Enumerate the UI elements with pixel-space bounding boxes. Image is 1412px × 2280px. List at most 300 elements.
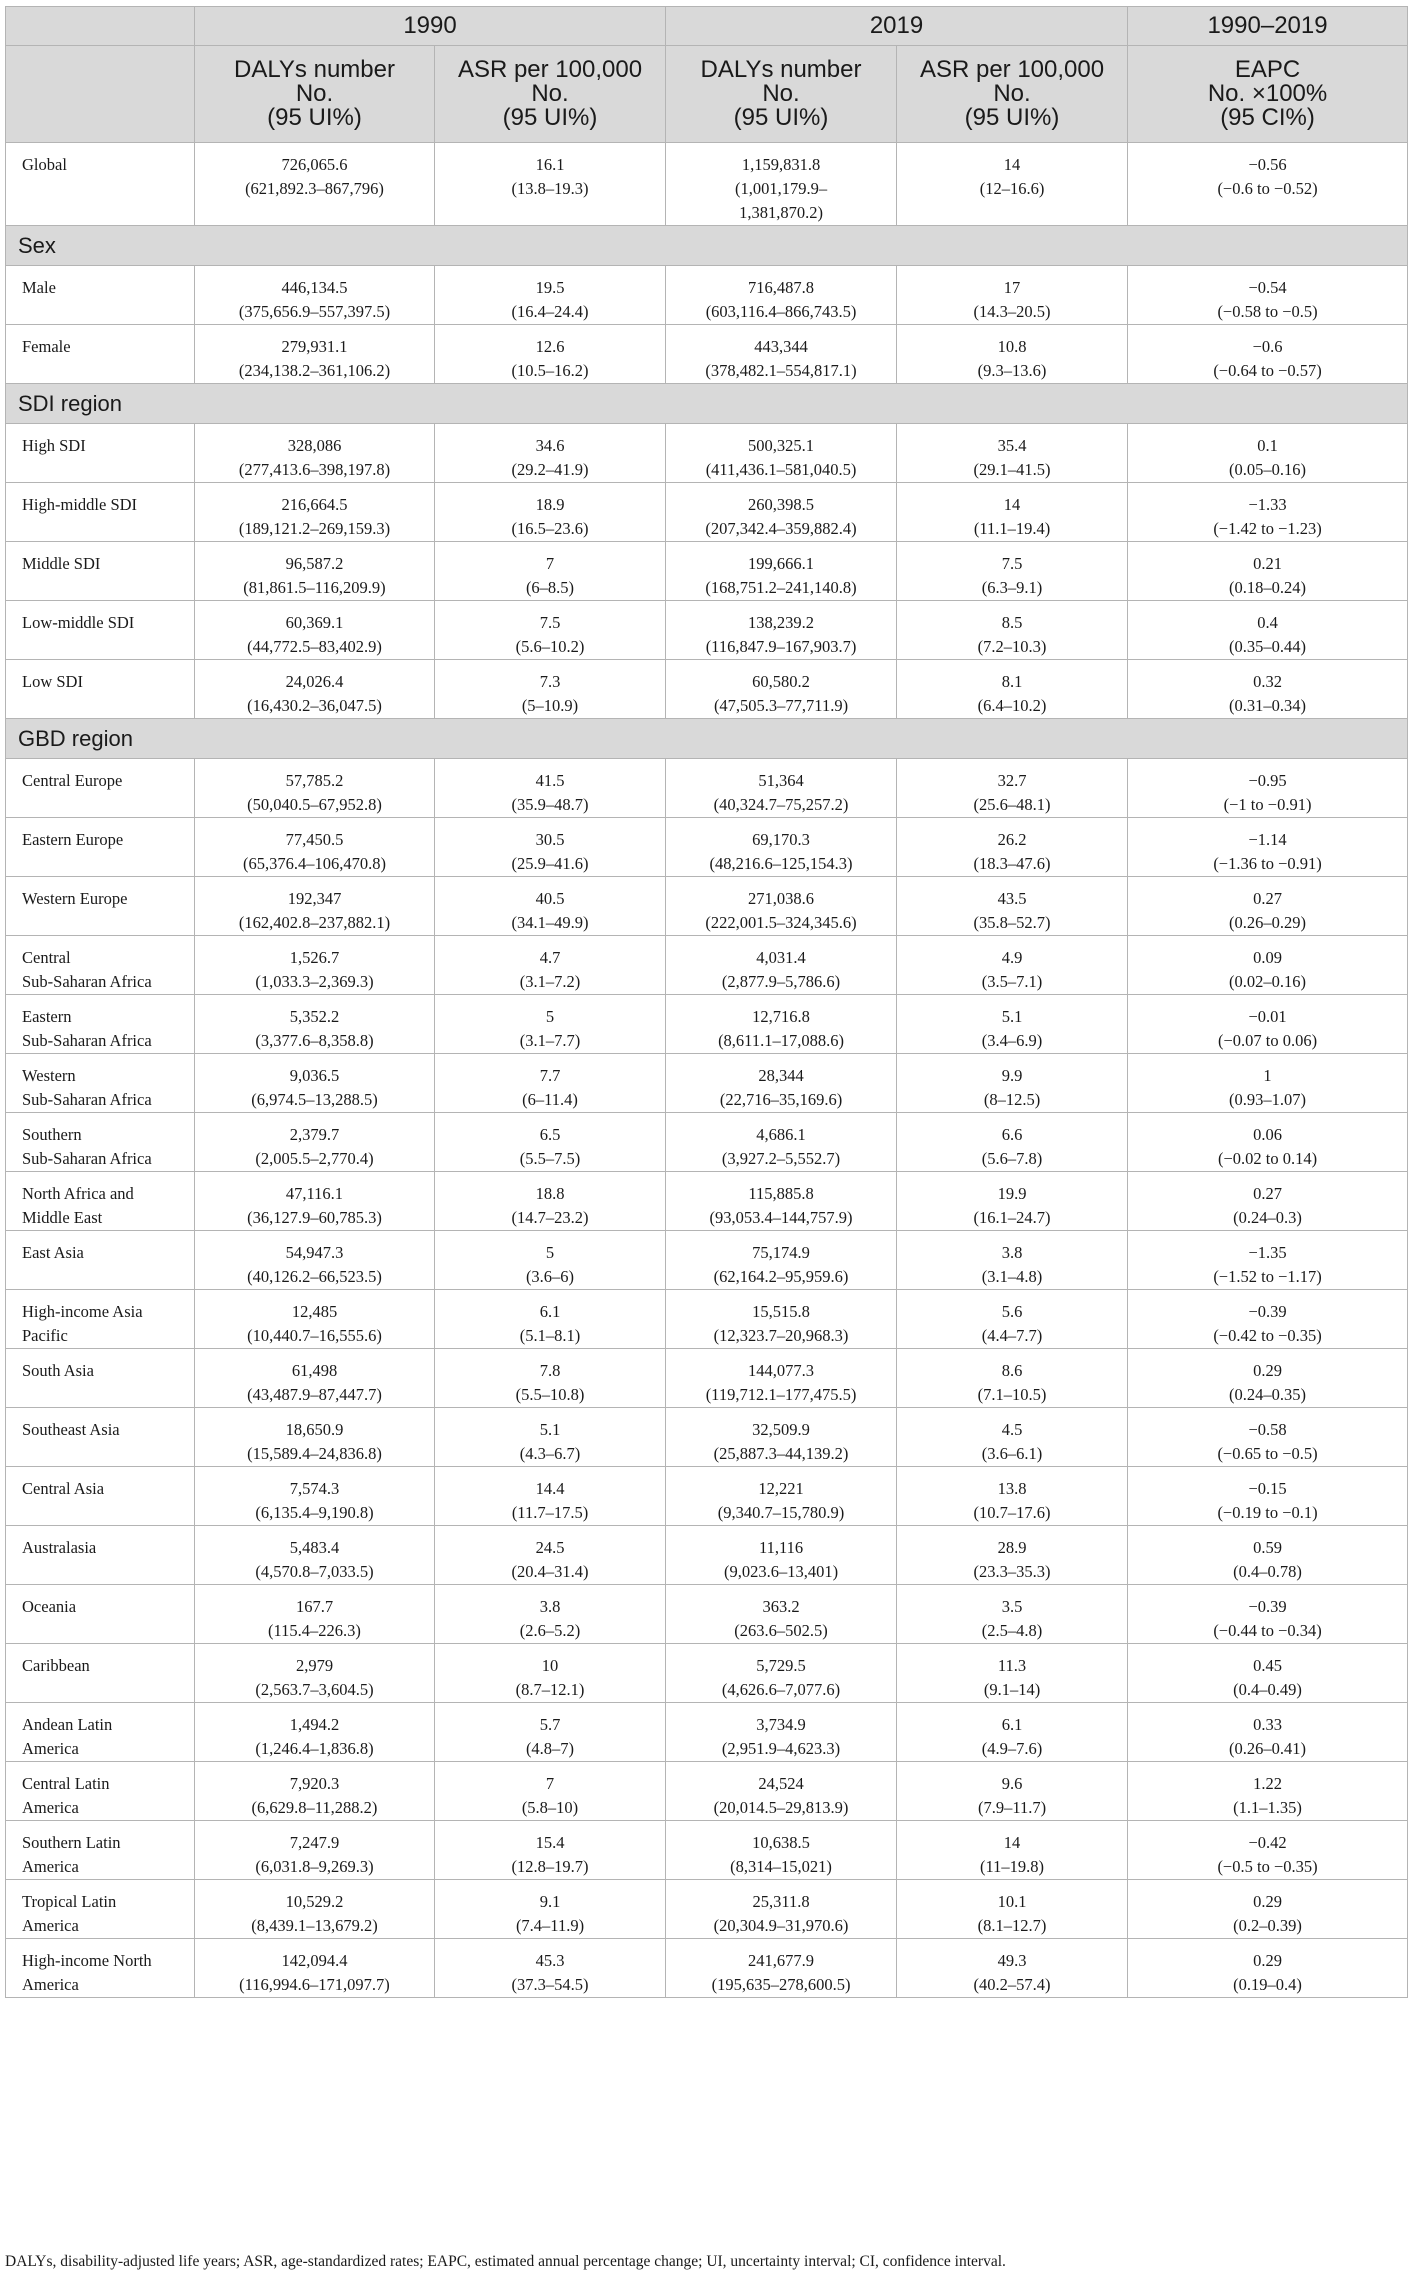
table-cell (897, 1172, 1128, 1231)
row-label (6, 1703, 195, 1762)
cell-value: −0.54 (1248, 278, 1287, 297)
table-cell (435, 1821, 666, 1880)
row-label-line: Eastern Europe (22, 830, 124, 849)
row-label (6, 1880, 195, 1939)
table-row (6, 877, 1408, 936)
table-cell (666, 1172, 897, 1231)
table-cell (195, 1467, 435, 1526)
table-cell (435, 1054, 666, 1113)
cell-interval: (3.1–7.2) (519, 972, 581, 991)
row-label (6, 483, 195, 542)
cell-value: 14.4 (535, 1479, 565, 1498)
period-2019: 2019 (666, 7, 1128, 46)
cell-value: 7.7 (539, 1066, 561, 1085)
row-label-line: Andean Latin (22, 1715, 113, 1734)
period-1990: 1990 (195, 7, 666, 46)
table-row (6, 1408, 1408, 1467)
cell-interval: (−1 to −0.91) (1223, 795, 1312, 814)
cell-value: 18.9 (535, 495, 565, 514)
cell-value: 12,716.8 (752, 1007, 810, 1026)
table-cell (435, 818, 666, 877)
cell-interval: (10,440.7–16,555.6) (247, 1326, 382, 1345)
table-row (6, 1172, 1408, 1231)
row-label (6, 1821, 195, 1880)
cell-value: 49.3 (997, 1951, 1027, 1970)
row-label-line: Southeast Asia (22, 1420, 120, 1439)
cell-interval: (2,005.5–2,770.4) (255, 1149, 374, 1168)
cell-value: 0.45 (1253, 1656, 1282, 1675)
row-label (6, 1939, 195, 1998)
row-label (6, 1526, 195, 1585)
table-cell (435, 1172, 666, 1231)
cell-value: −0.95 (1248, 771, 1287, 790)
table-cell (1128, 995, 1408, 1054)
cell-value: 10,638.5 (752, 1833, 810, 1852)
cell-interval: (14.3–20.5) (973, 302, 1051, 321)
table-row (6, 325, 1408, 384)
cell-interval: (35.8–52.7) (973, 913, 1051, 932)
cell-interval: (65,376.4–106,470.8) (243, 854, 386, 873)
cell-value: 0.33 (1253, 1715, 1282, 1734)
cell-interval: (3,377.6–8,358.8) (255, 1031, 374, 1050)
cell-interval: (115.4–226.3) (268, 1621, 361, 1640)
cell-interval: (2,877.9–5,786.6) (721, 972, 841, 991)
cell-interval: (1,001,179.9– (734, 179, 828, 198)
cell-interval: (25.6–48.1) (973, 795, 1051, 814)
table-cell (666, 143, 897, 226)
table-cell (195, 1762, 435, 1821)
col-asr-2019: ASR per 100,000 No. (95 UI%) (897, 46, 1128, 143)
cell-interval: (3,927.2–5,552.7) (721, 1149, 841, 1168)
table-row (6, 601, 1408, 660)
cell-interval: (6,031.8–9,269.3) (255, 1857, 374, 1876)
row-label-line: Southern Latin (22, 1833, 121, 1852)
table-cell (1128, 143, 1408, 226)
table-header (6, 7, 1408, 143)
table-cell (897, 1231, 1128, 1290)
cell-interval: (119,712.1–177,475.5) (705, 1385, 857, 1404)
table-cell (435, 660, 666, 719)
cell-interval: (3.5–7.1) (981, 972, 1043, 991)
cell-value: 7,920.3 (289, 1774, 340, 1793)
table-cell (897, 1290, 1128, 1349)
row-label (6, 1290, 195, 1349)
cell-interval: (4,570.8–7,033.5) (255, 1562, 374, 1581)
table-cell (435, 483, 666, 542)
cell-value: 6.5 (539, 1125, 561, 1144)
cell-interval: (40,324.7–75,257.2) (713, 795, 849, 814)
cell-interval: (11–19.8) (980, 1857, 1045, 1876)
cell-value: 138,239.2 (748, 613, 815, 632)
table-cell (1128, 1644, 1408, 1703)
row-label-line: Pacific (22, 1326, 68, 1345)
cell-value: 7 (545, 554, 555, 573)
row-label-line: High SDI (22, 436, 86, 455)
cell-interval: (603,116.4–866,743.5) (705, 302, 857, 321)
table-row (6, 660, 1408, 719)
cell-interval: (0.24–0.35) (1229, 1385, 1307, 1404)
table-cell (1128, 424, 1408, 483)
table-cell (435, 936, 666, 995)
table-cell (897, 1821, 1128, 1880)
row-label-line: Central Latin (22, 1774, 110, 1793)
cell-interval: (6,135.4–9,190.8) (255, 1503, 374, 1522)
cell-interval: (8,314–15,021) (730, 1857, 832, 1876)
cell-value: 13.8 (997, 1479, 1027, 1498)
table-cell (897, 818, 1128, 877)
col-dalys-2019: DALYs number No. (95 UI%) (666, 46, 897, 143)
cell-interval: (0.26–0.41) (1229, 1739, 1307, 1758)
table-cell (897, 1762, 1128, 1821)
cell-value: 0.4 (1257, 613, 1278, 632)
table-cell (666, 1880, 897, 1939)
table-cell (666, 936, 897, 995)
cell-value: 6.1 (539, 1302, 561, 1321)
table-cell (666, 1762, 897, 1821)
cell-value: 6.1 (1001, 1715, 1023, 1734)
table-cell (897, 759, 1128, 818)
cell-value: 51,364 (758, 771, 804, 790)
cell-interval: (7.9–11.7) (977, 1798, 1047, 1817)
cell-interval: (4.4–7.7) (981, 1326, 1043, 1345)
cell-interval: (9.1–14) (983, 1680, 1041, 1699)
table-row (6, 1821, 1408, 1880)
cell-value: 9.1 (539, 1892, 561, 1911)
table-cell (1128, 1880, 1408, 1939)
row-label-line: America (22, 1975, 79, 1994)
table-cell (897, 1585, 1128, 1644)
row-label (6, 1408, 195, 1467)
cell-interval: (−0.19 to −0.1) (1217, 1503, 1318, 1522)
cell-interval: (16.5–23.6) (511, 519, 589, 538)
cell-value: 2,979 (295, 1656, 334, 1675)
table-cell (666, 1644, 897, 1703)
table-cell (195, 1408, 435, 1467)
section-header (6, 719, 1408, 759)
cell-interval: (20,014.5–29,813.9) (713, 1798, 849, 1817)
table-cell (897, 660, 1128, 719)
cell-interval: (9.3–13.6) (977, 361, 1047, 380)
cell-value: −0.42 (1248, 1833, 1287, 1852)
cell-value: 0.29 (1253, 1361, 1282, 1380)
row-label-line: East Asia (22, 1243, 84, 1262)
cell-value: 4.9 (1001, 948, 1023, 967)
cell-value: 167.7 (295, 1597, 334, 1616)
table-cell (897, 143, 1128, 226)
row-label-line: America (22, 1857, 79, 1876)
cell-interval: (−0.42 to −0.35) (1213, 1326, 1322, 1345)
cell-interval: (1.1–1.35) (1233, 1798, 1302, 1817)
row-label-line: Tropical Latin (22, 1892, 117, 1911)
cell-interval: (4.3–6.7) (519, 1444, 581, 1463)
cell-value: 0.21 (1253, 554, 1282, 573)
cell-interval: (0.19–0.4) (1233, 1975, 1302, 1994)
table-cell (1128, 542, 1408, 601)
row-label-line: Sub-Saharan Africa (22, 972, 152, 991)
cell-interval: (1,246.4–1,836.8) (255, 1739, 374, 1758)
table-cell (195, 1231, 435, 1290)
row-label-line: Caribbean (22, 1656, 90, 1675)
cell-value: 716,487.8 (748, 278, 815, 297)
cell-value: 7,247.9 (289, 1833, 340, 1852)
row-label (6, 1231, 195, 1290)
cell-interval: (375,656.9–557,397.5) (238, 302, 391, 321)
cell-interval: (12,323.7–20,968.3) (713, 1326, 849, 1345)
cell-interval: (−0.02 to 0.14) (1217, 1149, 1318, 1168)
cell-value: −1.14 (1248, 830, 1287, 849)
table-cell (666, 483, 897, 542)
row-label-line: North Africa and (22, 1184, 134, 1203)
table-cell (195, 1585, 435, 1644)
cell-interval: (4.8–7) (525, 1739, 575, 1758)
cell-value: 0.59 (1253, 1538, 1282, 1557)
table-row (6, 818, 1408, 877)
table-cell (1128, 1467, 1408, 1526)
cell-value: 443,344 (754, 337, 808, 356)
cell-value: −1.33 (1248, 495, 1287, 514)
table-cell (435, 1408, 666, 1467)
table-row (6, 1585, 1408, 1644)
table-cell (666, 266, 897, 325)
cell-interval: (20.4–31.4) (511, 1562, 589, 1581)
cell-value: 0.06 (1253, 1125, 1282, 1144)
table-cell (1128, 1054, 1408, 1113)
row-label-line: Middle East (22, 1208, 103, 1227)
table-cell (666, 424, 897, 483)
row-label-line: Western (22, 1066, 76, 1085)
table-cell (897, 995, 1128, 1054)
cell-value: 43.5 (997, 889, 1027, 908)
table-cell (195, 1349, 435, 1408)
cell-value: 61,498 (291, 1361, 338, 1380)
row-label (6, 1113, 195, 1172)
row-label-line: Sub-Saharan Africa (22, 1149, 152, 1168)
cell-interval: (116,994.6–171,097.7) (239, 1975, 390, 1994)
cell-interval: (50,040.5–67,952.8) (247, 795, 382, 814)
table-cell (1128, 1290, 1408, 1349)
cell-interval: (3.1–4.8) (981, 1267, 1043, 1286)
table-cell (195, 601, 435, 660)
table-cell (1128, 877, 1408, 936)
cell-interval: (40.2–57.4) (973, 1975, 1051, 1994)
table-cell (435, 1467, 666, 1526)
cell-value: 6.6 (1001, 1125, 1023, 1144)
cell-interval: (−0.58 to −0.5) (1217, 302, 1318, 321)
table-body (6, 143, 1408, 1998)
row-label-line: Oceania (22, 1597, 77, 1616)
cell-value: 14 (1003, 155, 1021, 174)
cell-value: 18.8 (535, 1184, 565, 1203)
table-row (6, 1231, 1408, 1290)
row-label (6, 818, 195, 877)
row-label (6, 877, 195, 936)
cell-value: 4.7 (539, 948, 561, 967)
table-cell (897, 325, 1128, 384)
table-cell (435, 1585, 666, 1644)
header-blank (6, 7, 195, 46)
cell-interval: (36,127.9–60,785.3) (247, 1208, 382, 1227)
cell-value: 77,450.5 (285, 830, 344, 849)
cell-interval: (5–10.9) (521, 696, 579, 715)
cell-interval: (22,716–35,169.6) (719, 1090, 843, 1109)
table-cell (195, 1821, 435, 1880)
table-cell (666, 759, 897, 818)
cell-interval: (378,482.1–554,817.1) (705, 361, 857, 380)
cell-interval: (34.1–49.9) (511, 913, 589, 932)
cell-interval: (−1.52 to −1.17) (1213, 1267, 1322, 1286)
cell-interval: (29.1–41.5) (973, 460, 1051, 479)
table-cell (1128, 1172, 1408, 1231)
cell-value: 0.1 (1257, 436, 1278, 455)
table-cell (1128, 936, 1408, 995)
cell-interval: (81,861.5–116,209.9) (243, 578, 386, 597)
table-cell (1128, 1113, 1408, 1172)
table-row (6, 1880, 1408, 1939)
period-1990-2019: 1990–2019 (1128, 7, 1408, 46)
cell-value: 40.5 (535, 889, 565, 908)
cell-value: 28,344 (758, 1066, 804, 1085)
cell-interval: (0.35–0.44) (1229, 637, 1307, 656)
cell-value: 726,065.6 (281, 155, 348, 174)
table-row (6, 1526, 1408, 1585)
cell-interval: (3.1–7.7) (519, 1031, 581, 1050)
table-cell (1128, 759, 1408, 818)
table-row (6, 1703, 1408, 1762)
cell-interval: (6,974.5–13,288.5) (251, 1090, 378, 1109)
cell-value: 0.27 (1253, 889, 1282, 908)
cell-value: 34.6 (535, 436, 565, 455)
table-row (6, 995, 1408, 1054)
table-cell (435, 1349, 666, 1408)
cell-interval: (0.24–0.3) (1233, 1208, 1302, 1227)
cell-interval: (8,611.1–17,088.6) (718, 1031, 844, 1050)
cell-interval: (1,033.3–2,369.3) (255, 972, 374, 991)
cell-value: 32.7 (997, 771, 1027, 790)
table-cell (666, 818, 897, 877)
cell-interval: (4.9–7.6) (981, 1739, 1043, 1758)
cell-interval: (14.7–23.2) (511, 1208, 589, 1227)
cell-interval: (207,342.4–359,882.4) (705, 519, 857, 538)
cell-interval: (6,629.8–11,288.2) (251, 1798, 378, 1817)
cell-interval: (25,887.3–44,139.2) (713, 1444, 849, 1463)
table-cell (897, 542, 1128, 601)
table-cell (195, 1113, 435, 1172)
table-cell (435, 1290, 666, 1349)
table-cell (195, 143, 435, 226)
table-cell (195, 818, 435, 877)
section-label: GBD region (6, 719, 1408, 759)
cell-value: 12,221 (758, 1479, 804, 1498)
table-row (6, 1113, 1408, 1172)
table-cell (897, 601, 1128, 660)
table-row (6, 1290, 1408, 1349)
table-cell (666, 1113, 897, 1172)
cell-value: 260,398.5 (748, 495, 815, 514)
cell-value: 35.4 (997, 436, 1027, 455)
cell-interval: (9,023.6–13,401) (723, 1562, 839, 1581)
row-label-line: Male (22, 278, 56, 297)
cell-interval: (0.18–0.24) (1229, 578, 1307, 597)
col-asr-1990: ASR per 100,000 No. (95 UI%) (435, 46, 666, 143)
cell-value: 1.22 (1253, 1774, 1282, 1793)
cell-interval: (−0.6 to −0.52) (1217, 179, 1318, 198)
row-label-line: Central (22, 948, 71, 967)
row-label (6, 143, 195, 226)
table-cell (666, 877, 897, 936)
table-cell (897, 1526, 1128, 1585)
cell-value: 8.1 (1001, 672, 1023, 691)
table-cell (666, 660, 897, 719)
cell-value: 4,031.4 (756, 948, 806, 967)
cell-interval: (222,001.5–324,345.6) (705, 913, 857, 932)
table-row (6, 1644, 1408, 1703)
cell-interval: (8–12.5) (983, 1090, 1041, 1109)
cell-value: 500,325.1 (748, 436, 815, 455)
table-cell (666, 1231, 897, 1290)
table-row (6, 1467, 1408, 1526)
row-label (6, 1644, 195, 1703)
table-cell (435, 995, 666, 1054)
cell-value: 144,077.3 (748, 1361, 815, 1380)
cell-interval: (5.5–10.8) (515, 1385, 585, 1404)
table-cell (435, 877, 666, 936)
table-cell (195, 1880, 435, 1939)
cell-value: 5,729.5 (756, 1656, 806, 1675)
cell-value: 69,170.3 (752, 830, 810, 849)
cell-value: 10,529.2 (285, 1892, 344, 1911)
row-label-line: High-income North (22, 1951, 152, 1970)
cell-value: 28.9 (997, 1538, 1027, 1557)
row-label (6, 1467, 195, 1526)
cell-value: −0.39 (1248, 1302, 1287, 1321)
cell-value: 0.32 (1253, 672, 1282, 691)
table-cell (1128, 601, 1408, 660)
cell-interval: (7.1–10.5) (977, 1385, 1047, 1404)
cell-interval: (0.2–0.39) (1233, 1916, 1302, 1935)
table-cell (897, 1113, 1128, 1172)
section-header (6, 384, 1408, 424)
cell-interval: (277,413.6–398,197.8) (238, 460, 391, 479)
cell-value: 216,664.5 (281, 495, 348, 514)
cell-value: 5.6 (1001, 1302, 1023, 1321)
cell-value: 45.3 (535, 1951, 565, 1970)
row-label-line: Female (22, 337, 71, 356)
row-label (6, 995, 195, 1054)
table-cell (195, 266, 435, 325)
section-header (6, 226, 1408, 266)
table-row (6, 936, 1408, 995)
cell-interval: (13.8–19.3) (511, 179, 589, 198)
table-cell (1128, 266, 1408, 325)
cell-interval: (116,847.9–167,903.7) (705, 637, 857, 656)
cell-value: 279,931.1 (281, 337, 348, 356)
cell-value: 24.5 (535, 1538, 565, 1557)
row-label-line: Low-middle SDI (22, 613, 135, 632)
cell-value: 17 (1003, 278, 1021, 297)
cell-value: −0.15 (1248, 1479, 1287, 1498)
table-cell (435, 542, 666, 601)
cell-interval: (234,138.2–361,106.2) (238, 361, 391, 380)
cell-interval: (16.1–24.7) (973, 1208, 1051, 1227)
cell-value: 7.8 (539, 1361, 561, 1380)
table-cell (666, 1585, 897, 1644)
cell-interval: (5.5–7.5) (519, 1149, 581, 1168)
table-cell (195, 1290, 435, 1349)
cell-interval: (3.6–6.1) (981, 1444, 1043, 1463)
cell-interval: (6–11.4) (522, 1090, 578, 1109)
table-cell (1128, 660, 1408, 719)
table-cell (435, 1703, 666, 1762)
